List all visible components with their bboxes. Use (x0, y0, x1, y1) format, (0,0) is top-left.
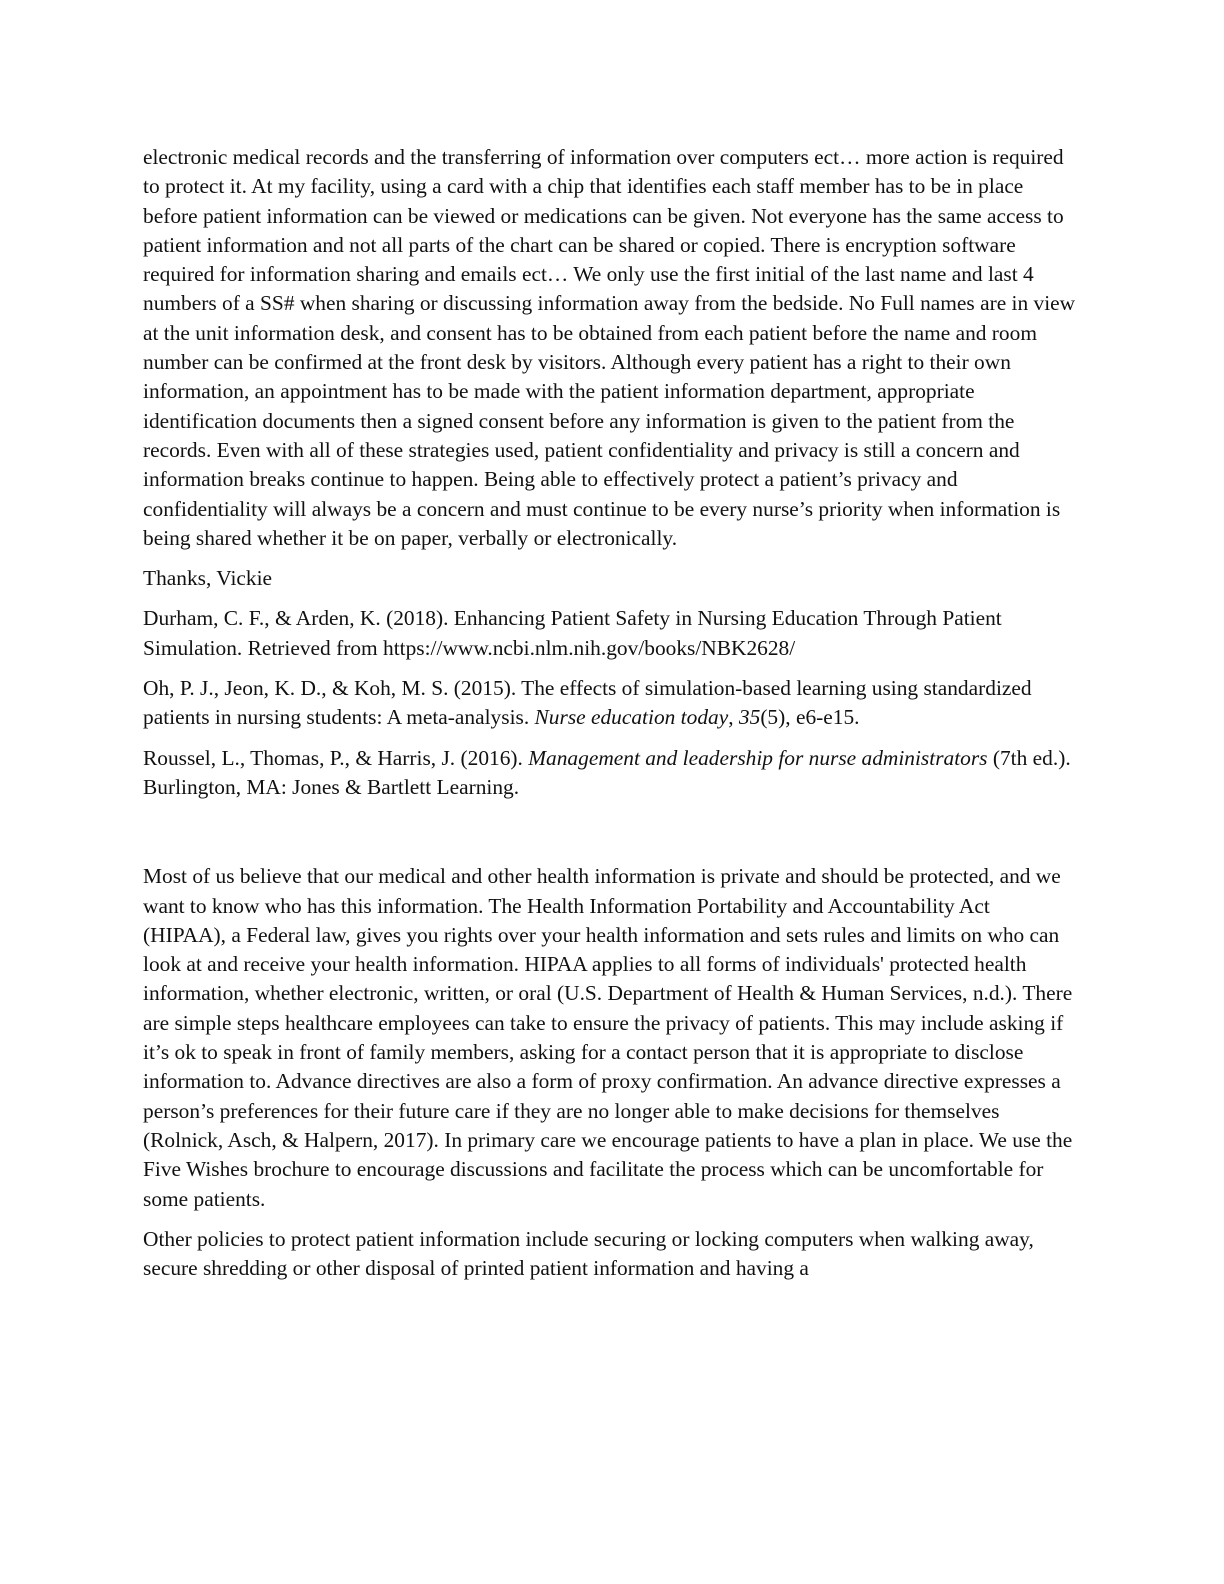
reference-oh-volume: 35 (738, 705, 761, 730)
reference-oh-pages: (5), e6-e15. (760, 705, 860, 730)
reference-durham: Durham, C. F., & Arden, K. (2018). Enhancing Patient Safety in Nursing Education Through Patient Simulation. Retrieved from https://www.ncbi.nlm.nih.gov/books/NBK2628/ (143, 606, 1002, 660)
reference-roussel-authors: Roussel, L., Thomas, P., & Harris, J. (2016). (143, 745, 529, 770)
signoff: Thanks, Vickie (143, 566, 273, 591)
reference-oh-text: Oh, P. J., Jeon, K. D., & Koh, M. S. (2015). The effects of simulation-based learning using standardized patients in nursing students: A meta-analysis. (143, 676, 1032, 730)
reference-oh (143, 674, 1078, 733)
body-paragraph-confidentiality: electronic medical records and the transferring of information over computers ect… more action is required to protect it. At my facility, using a card with a chip that identifies each staff member has to be in place before patient information can be viewed or medications can be given. Not everyone has the same access to patient information and not all parts of the chart can be shared or copied. There is encryption software required for information sharing and emails ect… We only use the first initial of the last name and last 4 numbers of a SS# when sharing or discussing information away from the bedside. No Full names are in view at the unit information desk, and consent has to be obtained from each patient before the name and room number can be confirmed at the front desk by visitors. Although every patient has a right to their own information, an appointment has to be made with the patient information department, appropriate identification documents then a signed consent before any information is given to the patient from the records. Even with all of these strategies used, patient confidentiality and privacy is still a concern and information breaks continue to happen. Being able to effectively protect a patient’s privacy and confidentiality will always be a concern and must continue to be every nurse’s priority when information is being shared whether it be on paper, verbally or electronically. (143, 145, 1076, 550)
reference-roussel-publisher: (7th ed.). Burlington, MA: Jones & Bartlett Learning. (143, 745, 1071, 799)
document-body (143, 143, 1078, 1283)
reference-roussel-title: Management and leadership for nurse administrators (528, 745, 988, 770)
body-paragraph-policies: Other policies to protect patient information include securing or locking computers when walking away, secure shredding or other disposal of printed patient information and having a (143, 1226, 1034, 1281)
reference-roussel (143, 744, 1078, 803)
body-paragraph-hipaa: Most of us believe that our medical and other health information is private and should be protected, and we want to know who has this information. The Health Information Portability and Accountability Act (HIPAA), a Federal law, gives you rights over your health information and sets rules and limits on who can look at and receive your health information. HIPAA applies to all forms of individuals' protected health information, whether electronic, written, or oral (U.S. Department of Health & Human Services, n.d.). There are simple steps healthcare employees can take to ensure the privacy of patients. This may include asking if it’s ok to speak in front of family members, asking for a contact person that it is appropriate to disclose information to. Advance directives are also a form of proxy confirmation. An advance directive expresses a person’s preferences for their future care if they are no longer able to make decisions for themselves (Rolnick, Asch, & Halpern, 2017). In primary care we encourage patients to have a plan in place. We use the Five Wishes brochure to encourage discussions and facilitate the process which can be uncomfortable for some patients. (143, 864, 1073, 1211)
reference-oh-journal: Nurse education today (534, 705, 729, 730)
reference-oh-sep: , (728, 705, 739, 730)
